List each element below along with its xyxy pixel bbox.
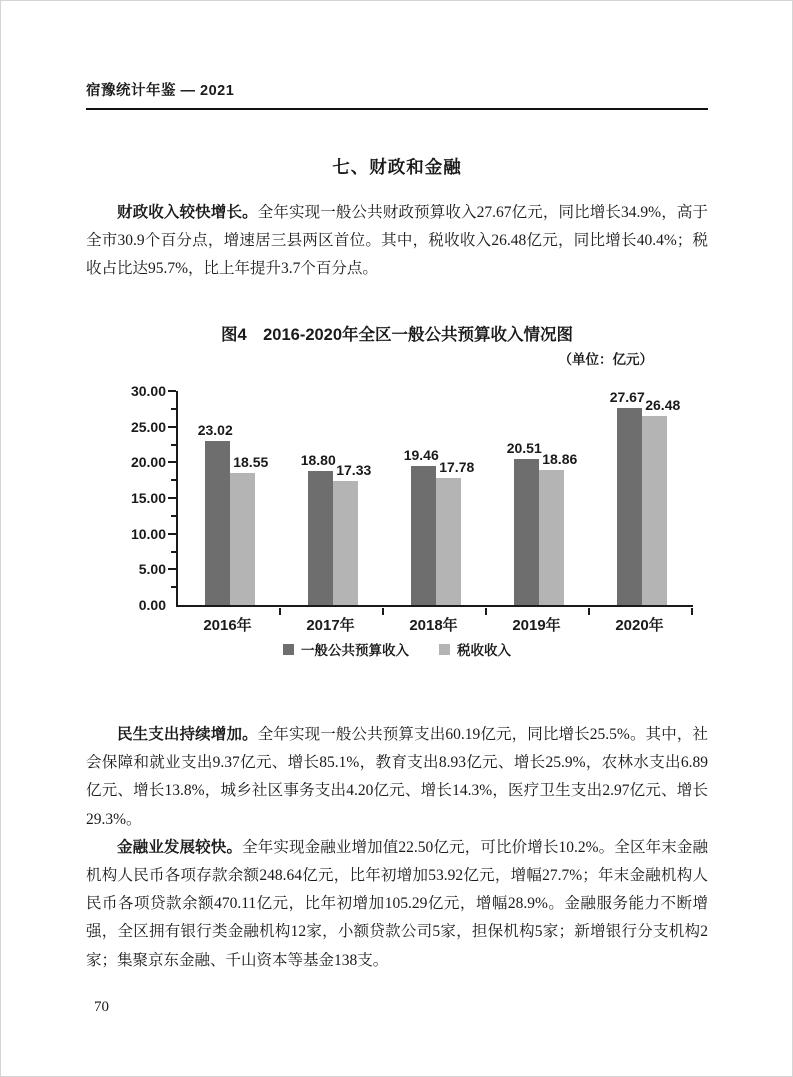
legend-item-tax-revenue <box>439 639 511 659</box>
bar-budget-revenue <box>411 466 436 605</box>
bar-wrap <box>197 421 233 605</box>
bar-group <box>384 391 487 605</box>
chart-plot <box>176 388 693 607</box>
x-axis-labels <box>176 614 691 635</box>
y-axis-labels <box>86 383 166 613</box>
bar-wrap <box>403 447 439 605</box>
bar-group <box>178 391 281 605</box>
page-header: 宿豫统计年鉴 — 2021 <box>86 79 708 110</box>
bar-group <box>281 391 384 605</box>
bar-value-label: 27.67 <box>609 388 645 405</box>
legend-swatch-dark <box>283 644 294 655</box>
bar-chart <box>86 383 708 661</box>
y-tick-label: 0.00 <box>138 597 166 613</box>
bar-wrap <box>506 439 542 605</box>
y-major-tick <box>168 390 176 392</box>
bar-value-label: 18.55 <box>233 453 269 470</box>
paragraph-body: 全年实现一般公共财政预算收入27.67亿元，同比增长34.9%，高于全市30.9个百分点，增速居三县两区首位。其中，税收收入26.48亿元，同比增长40.4%；税收占比达95.7%，比上年提升3.7个百分点。 <box>86 204 708 278</box>
bar-wrap <box>333 462 372 605</box>
bar-wrap <box>230 453 269 605</box>
y-major-tick <box>168 533 176 535</box>
bar-budget-revenue <box>308 471 333 605</box>
y-tick-label: 20.00 <box>130 454 166 471</box>
y-major-tick <box>168 461 176 463</box>
x-tick-label: 2018年 <box>409 617 458 634</box>
y-tick-label: 25.00 <box>130 418 166 435</box>
bar-tax-revenue <box>539 470 564 605</box>
bar-wrap <box>539 451 578 605</box>
bar-value-label: 18.86 <box>542 451 578 468</box>
bar-groups <box>178 388 693 605</box>
y-tick-label: 15.00 <box>130 490 166 506</box>
paragraph-text <box>86 199 708 284</box>
paragraph-body: 全年实现一般公共预算支出60.19亿元，同比增长25.5%。其中，社会保障和就业支出9.37亿元、增长85.1%，教育支出8.93亿元、增长25.9%，农林水支出6.89亿元、增长13.8%，城乡社区事务支出4.20亿元、增长14.3%，医疗卫生支出2.97亿元、增长29.3%。 <box>86 726 708 828</box>
x-tick <box>691 608 693 615</box>
chart-unit-label: （单位：亿元） <box>558 352 653 367</box>
bar-tax-revenue <box>642 416 667 605</box>
x-tick-label: 2017年 <box>306 617 355 634</box>
bar-budget-revenue <box>617 408 642 605</box>
bar-tax-revenue <box>333 481 358 605</box>
paragraph-lead: 金融业发展较快。 <box>117 838 243 856</box>
bar-value-label: 17.78 <box>439 459 475 476</box>
paragraph-body: 全年实现金融业增加值22.50亿元，可比价增长10.2%。全区年末金融机构人民币各项存款余额248.64亿元，比年初增加53.92亿元，增幅27.7%；年末金融机构人民币各项贷款余额470.11亿元，比年初增加105.29亿元，增幅28.9%。金融服务能力不断增强，全区拥有银行类金融机构12家，小额贷款公司5家，担保机构5家；新增银行分支机构2家；集聚京东金融、千山资本等基金138支。 <box>86 838 708 969</box>
y-tick-label: 30.00 <box>130 383 166 399</box>
legend-label: 一般公共预算收入 <box>301 643 409 658</box>
chart-title: 图4 2016-2020年全区一般公共预算收入情况图 <box>220 326 574 344</box>
x-tick-label: 2016年 <box>203 617 252 634</box>
chart-legend <box>86 639 708 659</box>
bar-wrap <box>609 388 645 605</box>
bar-value-label: 19.46 <box>403 447 439 464</box>
y-major-tick <box>168 497 176 499</box>
y-minor-tick <box>171 551 176 553</box>
bar-group <box>590 388 693 605</box>
section-title: 七、财政和金融 <box>332 157 462 177</box>
paragraph-lead: 民生支出持续增加。 <box>117 726 258 743</box>
bar-wrap <box>300 451 336 605</box>
bar-budget-revenue <box>514 459 539 605</box>
paragraph-lead: 财政收入较快增长。 <box>117 204 258 221</box>
y-minor-tick <box>171 515 176 517</box>
bar-group <box>487 391 590 605</box>
legend-item-budget-revenue <box>283 639 409 659</box>
y-minor-tick <box>171 586 176 588</box>
page-number: 70 <box>94 999 109 1015</box>
y-minor-tick <box>171 408 176 410</box>
x-tick-label: 2020年 <box>615 617 664 634</box>
y-tick-label: 10.00 <box>130 525 166 542</box>
bar-value-label: 18.80 <box>300 451 336 468</box>
y-major-tick <box>168 426 176 428</box>
paragraph-livelihood-spending <box>86 721 708 834</box>
bar-value-label: 26.48 <box>645 397 681 414</box>
bar-budget-revenue <box>205 441 230 605</box>
x-tick-label: 2019年 <box>512 617 561 634</box>
bar-wrap <box>642 397 681 605</box>
y-minor-tick <box>171 444 176 446</box>
bar-tax-revenue <box>230 473 255 605</box>
paragraph-financial-industry <box>86 834 708 975</box>
legend-swatch-light <box>439 644 450 655</box>
paragraph-finance-revenue <box>86 199 708 284</box>
bar-value-label: 20.51 <box>506 439 542 456</box>
bar-value-label: 17.33 <box>336 462 372 479</box>
paragraph-block <box>86 721 708 975</box>
legend-label: 税收收入 <box>457 643 511 658</box>
bar-wrap <box>436 459 475 605</box>
y-minor-tick <box>171 479 176 481</box>
bar-value-label: 23.02 <box>197 421 233 438</box>
y-tick-label: 5.00 <box>138 561 166 578</box>
y-major-tick <box>168 568 176 570</box>
bar-tax-revenue <box>436 478 461 605</box>
